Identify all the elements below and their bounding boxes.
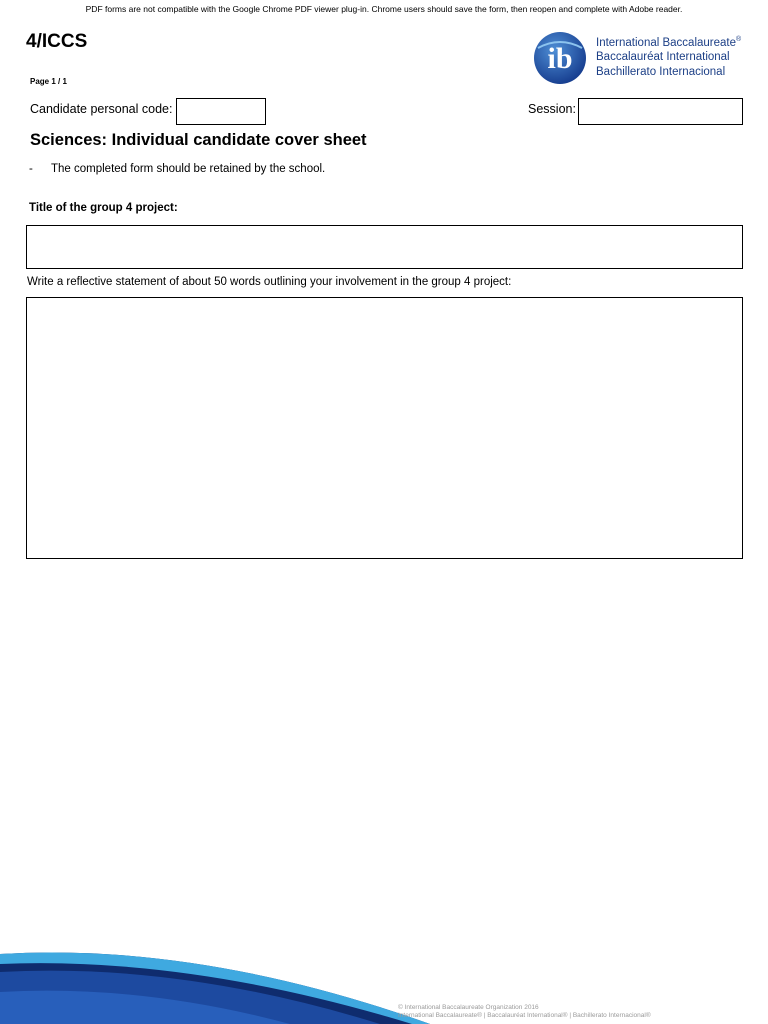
bullet-dash: - xyxy=(29,163,33,175)
project-title-label: Title of the group 4 project: xyxy=(29,202,178,214)
footer-line-1: © International Baccalaureate Organization 2016 xyxy=(398,1004,539,1011)
project-title-value xyxy=(27,226,742,238)
ib-emblem-icon xyxy=(530,30,590,86)
reflection-value xyxy=(27,298,742,310)
candidate-code-label: Candidate personal code: xyxy=(30,102,173,116)
session-label: Session: xyxy=(528,102,576,116)
logo-line-2: Baccalauréat International xyxy=(596,51,730,64)
pdf-compatibility-notice: PDF forms are not compatible with the Google Chrome PDF viewer plug-in. Chrome users should save the form, then reopen and complete with Adobe reader. xyxy=(85,4,683,14)
candidate-code-value xyxy=(177,99,265,109)
logo-wordmark xyxy=(596,33,741,79)
footer-copyright xyxy=(398,1004,651,1020)
reflection-label: Write a reflective statement of about 50 words outlining your involvement in the group 4 project: xyxy=(27,276,512,288)
session-value xyxy=(579,99,742,109)
registered-mark: ® xyxy=(736,36,742,43)
instruction-text: The completed form should be retained by the school. xyxy=(51,163,326,175)
session-field[interactable] xyxy=(578,98,743,125)
emblem-text: ib xyxy=(547,42,573,75)
cover-sheet-heading: Sciences: Individual candidate cover sheet xyxy=(30,131,367,149)
instruction-item xyxy=(29,163,325,175)
candidate-code-field[interactable] xyxy=(176,98,266,125)
footer-wave-graphic xyxy=(0,940,768,1024)
form-code: 4/ICCS xyxy=(26,31,88,52)
reflection-field[interactable] xyxy=(26,297,743,559)
page-indicator: Page 1 / 1 xyxy=(30,77,67,86)
footer-line-2: International Baccalaureate® | Baccalauréat International® | Bachillerato Internacional® xyxy=(398,1012,651,1019)
ib-logo xyxy=(530,30,750,86)
project-title-field[interactable] xyxy=(26,225,743,269)
logo-line-3: Bachillerato Internacional xyxy=(596,65,726,78)
logo-line-1: International Baccalaureate xyxy=(596,36,737,49)
